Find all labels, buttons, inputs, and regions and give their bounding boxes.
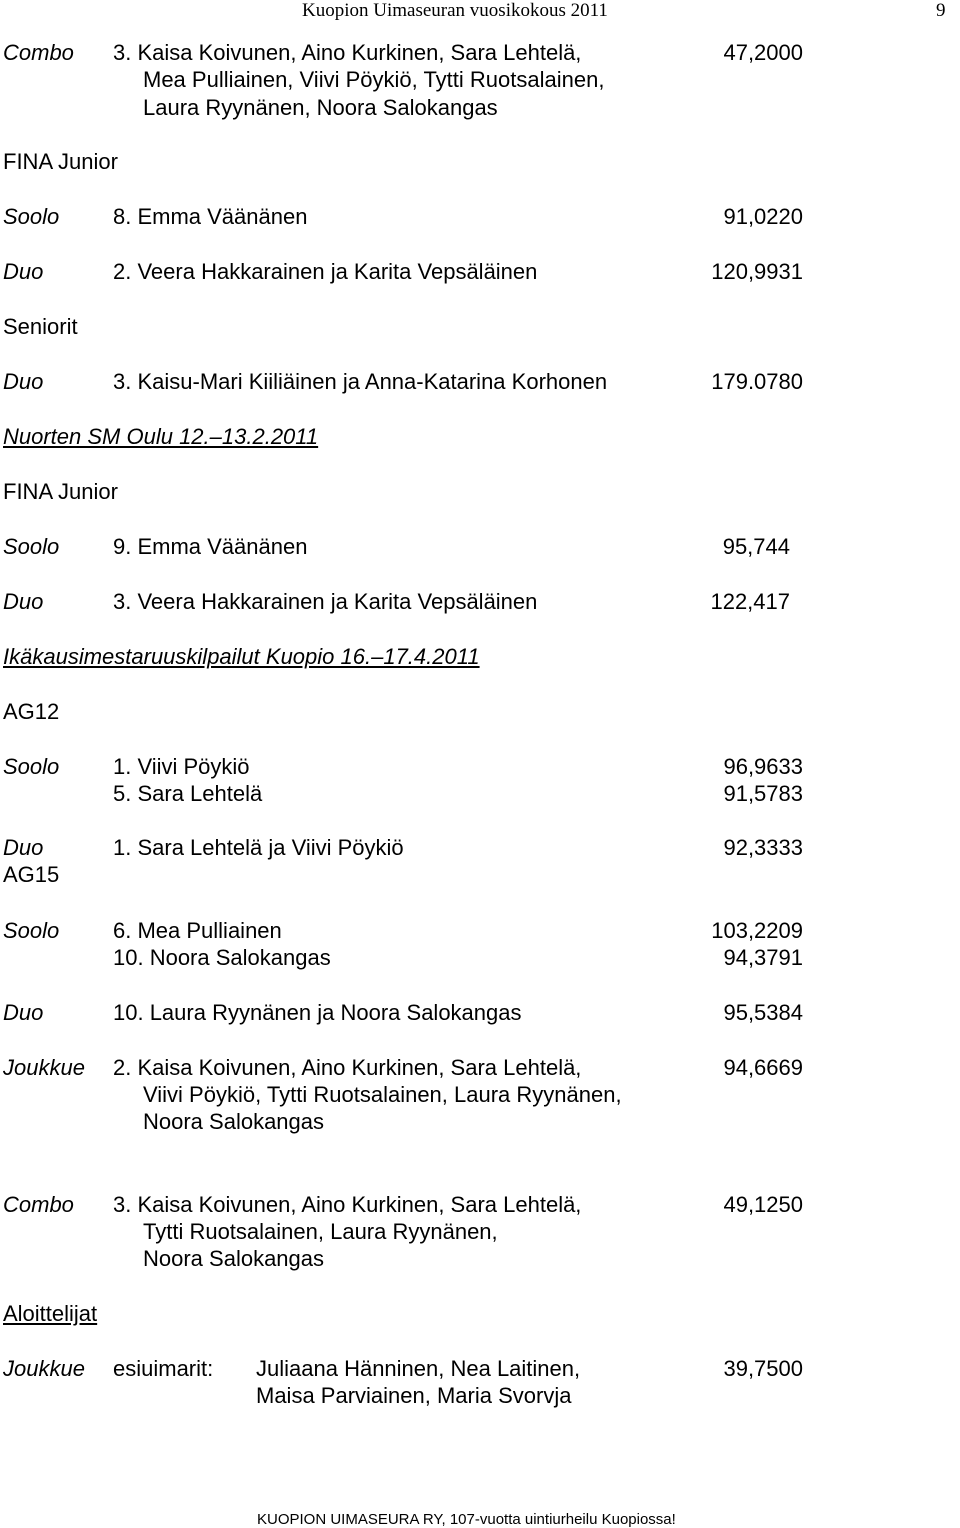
result-entry: 6. Mea Pulliainen	[113, 918, 282, 943]
score-value: 120,9931	[711, 259, 803, 284]
page-number: 9	[936, 0, 946, 21]
event-category: Joukkue	[3, 1055, 85, 1080]
team-names: Juliaana Hänninen, Nea Laitinen,	[256, 1356, 581, 1381]
event-category: Soolo	[3, 534, 60, 559]
result-entry: 9. Emma Väänänen	[113, 534, 308, 559]
team-names-continuation: Maisa Parviainen, Maria Svorvja	[256, 1383, 572, 1408]
result-entry: 1. Sara Lehtelä ja Viivi Pöykiö	[113, 835, 404, 860]
score-value: 94,6669	[723, 1055, 803, 1080]
section-label: FINA Junior	[3, 479, 118, 504]
result-entry: esiuimarit:	[113, 1356, 214, 1381]
running-header: Kuopion Uimaseuran vuosikokous 2011	[302, 0, 608, 21]
score-value: 91,5783	[723, 781, 803, 806]
event-category: Duo	[3, 835, 44, 860]
event-category: Duo	[3, 589, 44, 614]
result-entry: 8. Emma Väänänen	[113, 204, 308, 229]
page-footer: KUOPION UIMASEURA RY, 107-vuotta uintiurheilu Kuopiossa!	[257, 1511, 676, 1528]
score-value: 92,3333	[723, 835, 803, 860]
result-entry-continuation: Viivi Pöykiö, Tytti Ruotsalainen, Laura Ryynänen,	[143, 1082, 622, 1107]
event-category: Combo	[3, 40, 74, 65]
score-value: 96,9633	[723, 754, 803, 779]
competition-heading: Ikäkausimestaruuskilpailut Kuopio 16.–17.4.2011	[3, 644, 480, 669]
score-value: 95,744	[722, 534, 790, 559]
event-category: Duo	[3, 369, 44, 394]
score-value: 179.0780	[711, 369, 803, 394]
result-entry: 2. Veera Hakkarainen ja Karita Vepsäläinen	[113, 259, 538, 284]
section-label: AG12	[3, 699, 60, 724]
competition-heading: Nuorten SM Oulu 12.–13.2.2011	[3, 424, 319, 449]
event-category: Combo	[3, 1192, 74, 1217]
result-entry-continuation: Tytti Ruotsalainen, Laura Ryynänen,	[143, 1219, 498, 1244]
result-entry: 5. Sara Lehtelä	[113, 781, 263, 806]
event-category: Soolo	[3, 918, 60, 943]
score-value: 49,1250	[723, 1192, 803, 1217]
event-category: Duo	[3, 259, 44, 284]
group-heading: Aloittelijat	[3, 1301, 98, 1326]
score-value: 47,2000	[723, 40, 803, 65]
result-entry-continuation: Noora Salokangas	[143, 1109, 325, 1134]
result-entry-continuation: Mea Pulliainen, Viivi Pöykiö, Tytti Ruotsalainen,	[143, 67, 605, 92]
result-entry: 2. Kaisa Koivunen, Aino Kurkinen, Sara Lehtelä,	[113, 1055, 582, 1080]
section-label: AG15	[3, 862, 60, 887]
score-value: 95,5384	[723, 1000, 803, 1025]
score-value: 122,417	[710, 589, 790, 614]
result-entry: 3. Kaisa Koivunen, Aino Kurkinen, Sara Lehtelä,	[113, 1192, 582, 1217]
result-entry: 3. Kaisa Koivunen, Aino Kurkinen, Sara Lehtelä,	[113, 40, 582, 65]
event-category: Soolo	[3, 204, 60, 229]
event-category: Soolo	[3, 754, 60, 779]
score-value: 91,0220	[723, 204, 803, 229]
result-entry: 10. Noora Salokangas	[113, 945, 331, 970]
result-entry: 3. Veera Hakkarainen ja Karita Vepsäläinen	[113, 589, 538, 614]
section-label: Seniorit	[3, 314, 78, 339]
result-entry-continuation: Noora Salokangas	[143, 1246, 325, 1271]
result-entry: 3. Kaisu-Mari Kiiliäinen ja Anna-Katarina Korhonen	[113, 369, 608, 394]
result-entry: 10. Laura Ryynänen ja Noora Salokangas	[113, 1000, 522, 1025]
score-value: 94,3791	[723, 945, 803, 970]
event-category: Joukkue	[3, 1356, 85, 1381]
section-label: FINA Junior	[3, 149, 118, 174]
result-entry: 1. Viivi Pöykiö	[113, 754, 250, 779]
event-category: Duo	[3, 1000, 44, 1025]
result-entry-continuation: Laura Ryynänen, Noora Salokangas	[143, 95, 498, 120]
score-value: 39,7500	[723, 1356, 803, 1381]
score-value: 103,2209	[711, 918, 803, 943]
